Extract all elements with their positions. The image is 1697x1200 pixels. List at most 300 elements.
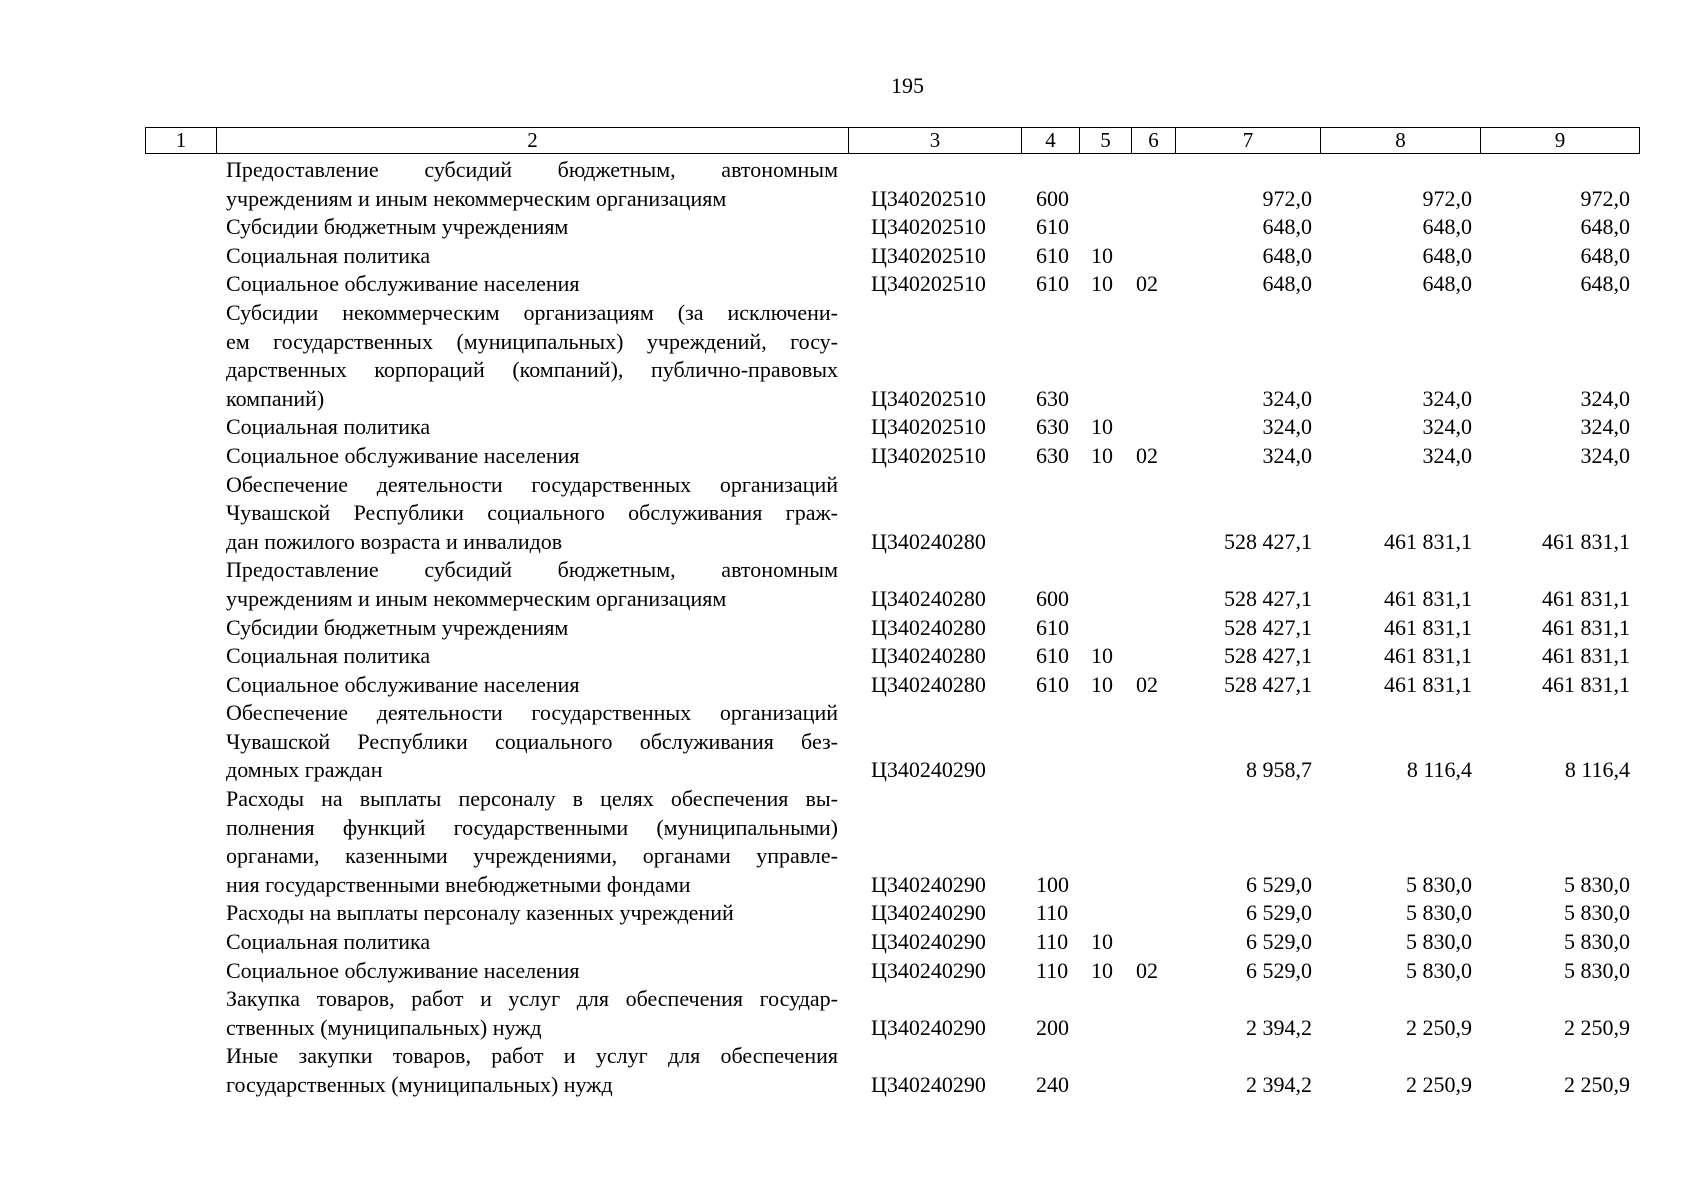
amount-col-8 xyxy=(1320,442,1480,471)
expense-type-code-value: 200 xyxy=(1036,1014,1069,1040)
description-line: ем государственных (муниципальных) учреждений, госу- xyxy=(226,328,838,354)
header-cell-5: 5 xyxy=(1080,128,1132,153)
amount-col-7-value: 324,0 xyxy=(1262,414,1312,440)
amount-col-9 xyxy=(1480,899,1638,928)
section-code xyxy=(1079,242,1131,271)
row-number-cell xyxy=(145,270,216,299)
amount-col-9-value: 972,0 xyxy=(1580,185,1630,211)
expense-type-code xyxy=(1021,1042,1079,1099)
table-row xyxy=(145,642,1645,671)
subsection-code-value: 02 xyxy=(1136,442,1158,468)
amount-col-7 xyxy=(1175,985,1320,1042)
target-article-code-value: Ц340240280 xyxy=(871,528,986,554)
amount-col-7-value: 528 427,1 xyxy=(1224,528,1312,554)
header-cell-2: 2 xyxy=(217,128,849,153)
amount-col-8-value: 324,0 xyxy=(1422,414,1472,440)
expense-type-code-value: 630 xyxy=(1036,385,1069,411)
amount-col-8-value: 648,0 xyxy=(1422,242,1472,268)
expense-type-code xyxy=(1021,213,1079,242)
amount-col-9-value: 5 830,0 xyxy=(1564,929,1630,955)
row-description xyxy=(216,1042,848,1099)
header-cell-6: 6 xyxy=(1132,128,1176,153)
subsection-code-value: 02 xyxy=(1136,671,1158,697)
subsection-code xyxy=(1131,556,1175,613)
expense-type-code xyxy=(1021,899,1079,928)
expense-type-code-value: 630 xyxy=(1036,414,1069,440)
target-article-code-value: Ц340202510 xyxy=(871,385,986,411)
amount-col-8 xyxy=(1320,471,1480,557)
amount-col-7-value: 648,0 xyxy=(1262,271,1312,297)
table-row xyxy=(145,899,1645,928)
header-cell-8: 8 xyxy=(1321,128,1481,153)
expense-type-code xyxy=(1021,242,1079,271)
amount-col-8 xyxy=(1320,156,1480,213)
description-line: органами, казенными учреждениями, органами управле- xyxy=(226,843,838,869)
amount-col-9-value: 461 831,1 xyxy=(1542,614,1630,640)
section-code xyxy=(1079,928,1131,957)
target-article-code xyxy=(848,899,1021,928)
expense-type-code-value: 110 xyxy=(1036,957,1069,983)
subsection-code xyxy=(1131,642,1175,671)
row-number-cell xyxy=(145,442,216,471)
amount-col-9 xyxy=(1480,699,1638,785)
expense-type-code-value: 610 xyxy=(1036,214,1069,240)
amount-col-9 xyxy=(1480,985,1638,1042)
row-number-cell xyxy=(145,1042,216,1099)
target-article-code xyxy=(848,242,1021,271)
amount-col-9-value: 324,0 xyxy=(1580,385,1630,411)
amount-col-9-value: 648,0 xyxy=(1580,242,1630,268)
target-article-code xyxy=(848,957,1021,986)
amount-col-9 xyxy=(1480,928,1638,957)
expense-type-code xyxy=(1021,299,1079,413)
expense-type-code-value: 100 xyxy=(1036,871,1069,897)
amount-col-7-value: 324,0 xyxy=(1262,385,1312,411)
row-description xyxy=(216,899,848,928)
target-article-code xyxy=(848,156,1021,213)
target-article-code xyxy=(848,642,1021,671)
subsection-code xyxy=(1131,671,1175,700)
amount-col-8-value: 461 831,1 xyxy=(1384,614,1472,640)
section-code-value: 10 xyxy=(1091,414,1113,440)
subsection-code-value: 02 xyxy=(1136,271,1158,297)
row-number-cell xyxy=(145,471,216,557)
target-article-code-value: Ц340240290 xyxy=(871,957,986,983)
amount-col-9 xyxy=(1480,671,1638,700)
expense-type-code xyxy=(1021,270,1079,299)
amount-col-7 xyxy=(1175,471,1320,557)
subsection-code xyxy=(1131,270,1175,299)
expense-type-code xyxy=(1021,156,1079,213)
description-line: Обеспечение деятельности государственных организаций xyxy=(226,700,838,726)
target-article-code xyxy=(848,928,1021,957)
amount-col-8-value: 648,0 xyxy=(1422,271,1472,297)
target-article-code xyxy=(848,442,1021,471)
table-row xyxy=(145,671,1645,700)
row-number-cell xyxy=(145,614,216,643)
row-description xyxy=(216,785,848,899)
subsection-code-value: 02 xyxy=(1136,957,1158,983)
amount-col-9 xyxy=(1480,471,1638,557)
description-line: дан пожилого возраста и инвалидов xyxy=(226,528,563,554)
description-line: Социальное обслуживание населения xyxy=(226,957,580,983)
section-code xyxy=(1079,1042,1131,1099)
section-code-value: 10 xyxy=(1091,957,1113,983)
target-article-code-value: Ц340240290 xyxy=(871,929,986,955)
amount-col-8 xyxy=(1320,413,1480,442)
amount-col-7-value: 972,0 xyxy=(1262,185,1312,211)
amount-col-8-value: 461 831,1 xyxy=(1384,643,1472,669)
description-line: Социальная политика xyxy=(226,643,431,669)
target-article-code-value: Ц340240280 xyxy=(871,671,986,697)
description-line: Субсидии бюджетным учреждениям xyxy=(226,214,569,240)
row-description xyxy=(216,985,848,1042)
amount-col-9 xyxy=(1480,614,1638,643)
section-code xyxy=(1079,156,1131,213)
target-article-code xyxy=(848,985,1021,1042)
expense-type-code-value: 610 xyxy=(1036,614,1069,640)
section-code xyxy=(1079,642,1131,671)
amount-col-9 xyxy=(1480,1042,1638,1099)
description-line: учреждениям и иным некоммерческим организациям xyxy=(226,185,727,211)
description-line: Социальная политика xyxy=(226,929,431,955)
description-line: полнения функций государственными (муниципальными) xyxy=(226,814,838,840)
description-line: Предоставление субсидий бюджетным, автономным xyxy=(226,157,838,182)
section-code xyxy=(1079,556,1131,613)
row-description xyxy=(216,699,848,785)
description-line: Социальное обслуживание населения xyxy=(226,271,580,297)
table-row xyxy=(145,699,1645,785)
amount-col-9 xyxy=(1480,413,1638,442)
amount-col-9-value: 648,0 xyxy=(1580,214,1630,240)
section-code xyxy=(1079,671,1131,700)
amount-col-9-value: 324,0 xyxy=(1580,414,1630,440)
expense-type-code-value: 110 xyxy=(1036,929,1069,955)
amount-col-7-value: 528 427,1 xyxy=(1224,614,1312,640)
amount-col-9-value: 5 830,0 xyxy=(1564,871,1630,897)
target-article-code-value: Ц340240280 xyxy=(871,643,986,669)
subsection-code xyxy=(1131,471,1175,557)
description-line: Предоставление субсидий бюджетным, автономным xyxy=(226,557,838,583)
section-code xyxy=(1079,985,1131,1042)
target-article-code-value: Ц340202510 xyxy=(871,442,986,468)
amount-col-7-value: 6 529,0 xyxy=(1246,929,1312,955)
row-number-cell xyxy=(145,299,216,413)
row-number-cell xyxy=(145,899,216,928)
amount-col-9-value: 461 831,1 xyxy=(1542,671,1630,697)
table-row xyxy=(145,213,1645,242)
amount-col-7-value: 2 394,2 xyxy=(1246,1072,1312,1097)
table-row xyxy=(145,928,1645,957)
target-article-code-value: Ц340240290 xyxy=(871,871,986,897)
amount-col-8-value: 461 831,1 xyxy=(1384,585,1472,611)
amount-col-9-value: 2 250,9 xyxy=(1564,1072,1630,1097)
expense-type-code-value: 610 xyxy=(1036,671,1069,697)
amount-col-8-value: 324,0 xyxy=(1422,385,1472,411)
row-description xyxy=(216,928,848,957)
expense-type-code-value: 240 xyxy=(1036,1072,1069,1097)
amount-col-8 xyxy=(1320,614,1480,643)
expense-type-code-value: 610 xyxy=(1036,271,1069,297)
table-row xyxy=(145,242,1645,271)
amount-col-7 xyxy=(1175,957,1320,986)
section-code xyxy=(1079,899,1131,928)
amount-col-8 xyxy=(1320,1042,1480,1099)
description-line: дарственных корпораций (компаний), публично-правовых xyxy=(226,357,838,383)
expense-type-code-value: 630 xyxy=(1036,442,1069,468)
target-article-code-value: Ц340202510 xyxy=(871,414,986,440)
target-article-code-value: Ц340240290 xyxy=(871,757,986,783)
amount-col-8 xyxy=(1320,556,1480,613)
table-row xyxy=(145,270,1645,299)
description-line: Иные закупки товаров, работ и услуг для обеспечения xyxy=(226,1043,838,1069)
target-article-code xyxy=(848,671,1021,700)
expense-type-code xyxy=(1021,413,1079,442)
row-description xyxy=(216,614,848,643)
amount-col-9-value: 5 830,0 xyxy=(1564,900,1630,926)
section-code xyxy=(1079,957,1131,986)
amount-col-9-value: 2 250,9 xyxy=(1564,1014,1630,1040)
amount-col-7-value: 528 427,1 xyxy=(1224,643,1312,669)
subsection-code xyxy=(1131,957,1175,986)
section-code xyxy=(1079,299,1131,413)
amount-col-8 xyxy=(1320,299,1480,413)
section-code-value: 10 xyxy=(1091,242,1113,268)
table-header xyxy=(145,127,1640,154)
expense-type-code xyxy=(1021,471,1079,557)
row-description xyxy=(216,156,848,213)
row-number-cell xyxy=(145,785,216,899)
description-line: Чувашской Республики социального обслуживания граж- xyxy=(226,500,838,526)
section-code-value: 10 xyxy=(1091,271,1113,297)
target-article-code xyxy=(848,299,1021,413)
description-line: Закупка товаров, работ и услуг для обеспечения государ- xyxy=(226,986,838,1012)
subsection-code xyxy=(1131,413,1175,442)
amount-col-9 xyxy=(1480,785,1638,899)
target-article-code-value: Ц340240290 xyxy=(871,1014,986,1040)
expense-type-code-value: 110 xyxy=(1036,900,1069,926)
table-row xyxy=(145,785,1645,899)
section-code-value: 10 xyxy=(1091,929,1113,955)
amount-col-7-value: 528 427,1 xyxy=(1224,585,1312,611)
amount-col-9 xyxy=(1480,299,1638,413)
section-code xyxy=(1079,699,1131,785)
amount-col-7 xyxy=(1175,270,1320,299)
row-description xyxy=(216,299,848,413)
amount-col-8 xyxy=(1320,985,1480,1042)
subsection-code xyxy=(1131,699,1175,785)
amount-col-7-value: 8 958,7 xyxy=(1246,757,1312,783)
amount-col-7 xyxy=(1175,671,1320,700)
amount-col-7 xyxy=(1175,785,1320,899)
amount-col-7-value: 6 529,0 xyxy=(1246,900,1312,926)
amount-col-8 xyxy=(1320,270,1480,299)
target-article-code xyxy=(848,213,1021,242)
section-code-value: 10 xyxy=(1091,643,1113,669)
description-line: Обеспечение деятельности государственных организаций xyxy=(226,471,838,497)
amount-col-8-value: 648,0 xyxy=(1422,214,1472,240)
amount-col-7 xyxy=(1175,156,1320,213)
row-description xyxy=(216,413,848,442)
amount-col-7-value: 6 529,0 xyxy=(1246,871,1312,897)
amount-col-8 xyxy=(1320,957,1480,986)
target-article-code xyxy=(848,556,1021,613)
amount-col-7 xyxy=(1175,614,1320,643)
amount-col-9 xyxy=(1480,556,1638,613)
description-line: Социальное обслуживание населения xyxy=(226,442,580,468)
description-line: государственных (муниципальных) нужд xyxy=(226,1072,613,1097)
target-article-code xyxy=(848,699,1021,785)
expense-type-code xyxy=(1021,699,1079,785)
header-cell-7: 7 xyxy=(1176,128,1321,153)
subsection-code xyxy=(1131,442,1175,471)
description-line: Субсидии бюджетным учреждениям xyxy=(226,614,569,640)
header-cell-9: 9 xyxy=(1554,128,1566,152)
section-code xyxy=(1079,213,1131,242)
amount-col-7 xyxy=(1175,556,1320,613)
description-line: Чувашской Республики социального обслуживания без- xyxy=(226,728,838,754)
target-article-code-value: Ц340202510 xyxy=(871,185,986,211)
amount-col-8 xyxy=(1320,785,1480,899)
row-number-cell xyxy=(145,699,216,785)
amount-col-7 xyxy=(1175,642,1320,671)
amount-col-7 xyxy=(1175,242,1320,271)
amount-col-9-value: 461 831,1 xyxy=(1542,643,1630,669)
section-code-value: 10 xyxy=(1091,442,1113,468)
amount-col-8-value: 2 250,9 xyxy=(1406,1072,1472,1097)
table-row xyxy=(145,614,1645,643)
description-line: компаний) xyxy=(226,385,325,411)
amount-col-9 xyxy=(1480,242,1638,271)
amount-col-8-value: 972,0 xyxy=(1422,185,1472,211)
amount-col-9 xyxy=(1480,442,1638,471)
table-row xyxy=(145,957,1645,986)
amount-col-9-value: 461 831,1 xyxy=(1542,528,1630,554)
section-code xyxy=(1079,442,1131,471)
expense-type-code xyxy=(1021,671,1079,700)
amount-col-8-value: 5 830,0 xyxy=(1406,871,1472,897)
section-code xyxy=(1079,785,1131,899)
target-article-code-value: Ц340240280 xyxy=(871,614,986,640)
amount-col-9 xyxy=(1480,156,1638,213)
table-body xyxy=(145,156,1645,1100)
row-number-cell xyxy=(145,928,216,957)
expense-type-code xyxy=(1021,785,1079,899)
amount-col-7 xyxy=(1175,299,1320,413)
amount-col-7-value: 648,0 xyxy=(1262,242,1312,268)
row-number-cell xyxy=(145,642,216,671)
table-row xyxy=(145,413,1645,442)
header-cell-3: 3 xyxy=(849,128,1022,153)
amount-col-9 xyxy=(1480,270,1638,299)
amount-col-8 xyxy=(1320,642,1480,671)
row-number-cell xyxy=(145,985,216,1042)
row-description xyxy=(216,471,848,557)
target-article-code-value: Ц340240290 xyxy=(871,900,986,926)
subsection-code xyxy=(1131,928,1175,957)
row-number-cell xyxy=(145,556,216,613)
target-article-code xyxy=(848,1042,1021,1099)
row-number-cell xyxy=(145,156,216,213)
subsection-code xyxy=(1131,614,1175,643)
row-number-cell xyxy=(145,671,216,700)
subsection-code xyxy=(1131,1042,1175,1099)
amount-col-7-value: 324,0 xyxy=(1262,442,1312,468)
description-line: учреждениям и иным некоммерческим организациям xyxy=(226,585,727,611)
amount-col-9-value: 8 116,4 xyxy=(1564,757,1630,783)
description-line: Расходы на выплаты персоналу в целях обеспечения вы- xyxy=(226,786,838,812)
row-number-cell xyxy=(145,957,216,986)
row-description xyxy=(216,957,848,986)
amount-col-9 xyxy=(1480,957,1638,986)
expense-type-code-value: 610 xyxy=(1036,242,1069,268)
amount-col-8 xyxy=(1320,899,1480,928)
row-number-cell xyxy=(145,413,216,442)
amount-col-9-value: 648,0 xyxy=(1580,271,1630,297)
expense-type-code-value: 610 xyxy=(1036,643,1069,669)
amount-col-8-value: 5 830,0 xyxy=(1406,957,1472,983)
description-line: Социальная политика xyxy=(226,414,431,440)
expense-type-code xyxy=(1021,642,1079,671)
row-description xyxy=(216,270,848,299)
amount-col-7 xyxy=(1175,899,1320,928)
amount-col-7 xyxy=(1175,413,1320,442)
amount-col-8-value: 2 250,9 xyxy=(1406,1014,1472,1040)
subsection-code xyxy=(1131,899,1175,928)
expense-type-code-value: 600 xyxy=(1036,185,1069,211)
amount-col-8 xyxy=(1320,671,1480,700)
subsection-code xyxy=(1131,242,1175,271)
row-description xyxy=(216,242,848,271)
target-article-code-value: Ц340240280 xyxy=(871,585,986,611)
amount-col-9 xyxy=(1480,213,1638,242)
expense-type-code xyxy=(1021,928,1079,957)
target-article-code xyxy=(848,785,1021,899)
amount-col-9 xyxy=(1480,642,1638,671)
amount-col-7-value: 528 427,1 xyxy=(1224,671,1312,697)
expense-type-code xyxy=(1021,556,1079,613)
section-code xyxy=(1079,413,1131,442)
description-line: Расходы на выплаты персоналу казенных учреждений xyxy=(226,900,734,926)
expense-type-code xyxy=(1021,957,1079,986)
table-row xyxy=(145,985,1645,1042)
table-row xyxy=(145,556,1645,613)
amount-col-8-value: 8 116,4 xyxy=(1406,757,1472,783)
subsection-code xyxy=(1131,156,1175,213)
amount-col-9-value: 324,0 xyxy=(1580,442,1630,468)
row-description xyxy=(216,213,848,242)
target-article-code xyxy=(848,614,1021,643)
target-article-code-value: Ц340240290 xyxy=(871,1072,986,1097)
amount-col-8 xyxy=(1320,213,1480,242)
description-line: ния государственными внебюджетными фондами xyxy=(226,871,691,897)
section-code xyxy=(1079,614,1131,643)
section-code-value: 10 xyxy=(1091,671,1113,697)
section-code xyxy=(1079,270,1131,299)
amount-col-8 xyxy=(1320,699,1480,785)
amount-col-8-value: 5 830,0 xyxy=(1406,900,1472,926)
target-article-code xyxy=(848,413,1021,442)
subsection-code xyxy=(1131,985,1175,1042)
amount-col-8 xyxy=(1320,928,1480,957)
row-number-cell xyxy=(145,213,216,242)
amount-col-7 xyxy=(1175,1042,1320,1099)
amount-col-9-value: 461 831,1 xyxy=(1542,585,1630,611)
expense-type-code xyxy=(1021,442,1079,471)
row-description xyxy=(216,671,848,700)
target-article-code-value: Ц340202510 xyxy=(871,242,986,268)
amount-col-7-value: 6 529,0 xyxy=(1246,957,1312,983)
